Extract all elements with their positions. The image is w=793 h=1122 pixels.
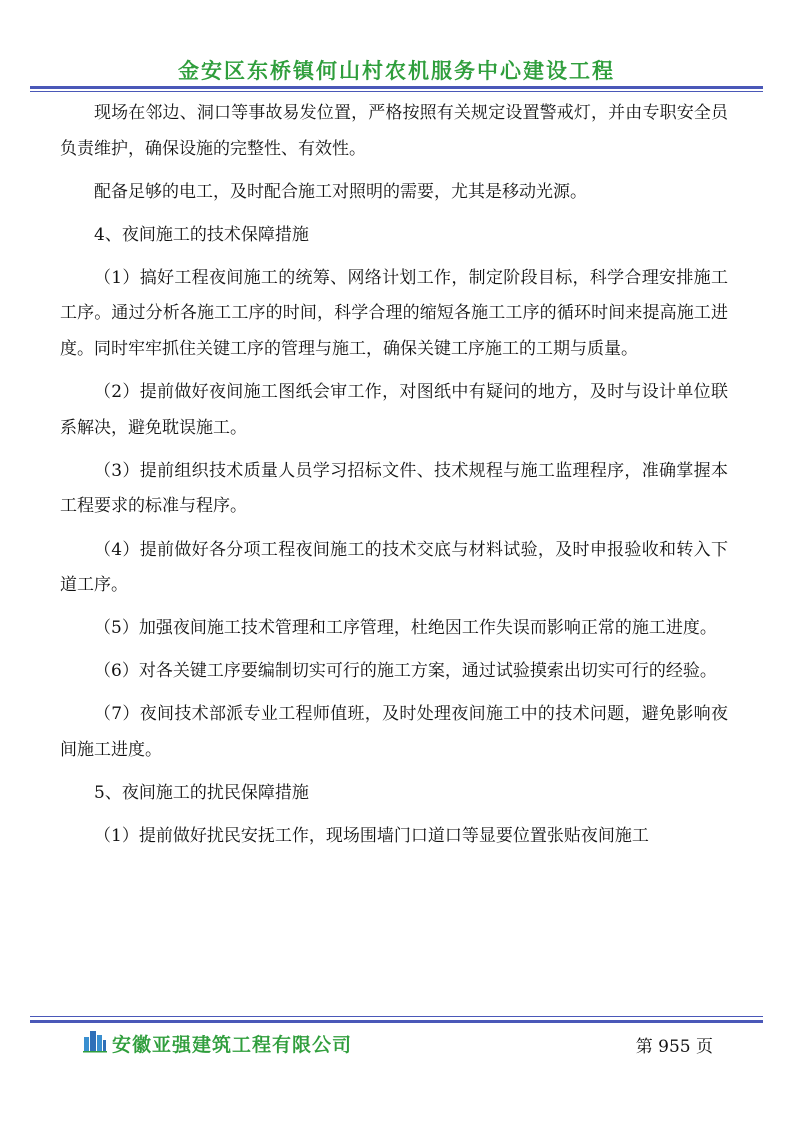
header-rule-thin: [30, 91, 763, 92]
paragraph: （1）搞好工程夜间施工的统筹、网络计划工作，制定阶段目标，科学合理安排施工工序。通过分析各施工工序的时间，科学合理的缩短各施工工序的循环时间来提高施工进度。同时牢牢抓住关键工序的管理与施工，确保关键工序施工的工期与质量。: [60, 267, 728, 360]
paragraph: 现场在邻边、洞口等事故易发位置，严格按照有关规定设置警戒灯，并由专职安全员负责维护，确保设施的完整性、有效性。: [60, 103, 728, 159]
header-title: 金安区东桥镇何山村农机服务中心建设工程: [178, 58, 615, 83]
paragraph: （2）提前做好夜间施工图纸会审工作，对图纸中有疑问的地方，及时与设计单位联系解决，避免耽误施工。: [60, 382, 728, 438]
section-heading: 4、夜间施工的技术保障措施: [94, 224, 309, 245]
body-text: [60, 96, 728, 862]
paragraph: （5）加强夜间施工技术管理和工序管理，杜绝因工作失误而影响正常的施工进度。: [94, 618, 717, 639]
footer-page-number: 第 955 页: [635, 1037, 713, 1057]
paragraph: （7）夜间技术部派专业工程师值班，及时处理夜间施工中的技术问题，避免影响夜间施工进度。: [60, 704, 728, 760]
footer-rule-thick: [30, 1020, 763, 1023]
paragraph: 配备足够的电工，及时配合施工对照明的需要，尤其是移动光源。: [94, 181, 587, 202]
footer-company-name: 安徽亚强建筑工程有限公司: [112, 1034, 353, 1056]
paragraph: （6）对各关键工序要编制切实可行的施工方案，通过试验摸索出切实可行的经验。: [94, 661, 717, 682]
building-logo-icon: [82, 1027, 108, 1053]
header-rule-thick: [30, 86, 763, 89]
footer-rule-thin: [30, 1016, 763, 1017]
paragraph: （3）提前组织技术质量人员学习招标文件、技术规程与施工监理程序，准确掌握本工程要求的标准与程序。: [60, 460, 728, 517]
section-heading: 5、夜间施工的扰民保障措施: [94, 783, 309, 804]
paragraph: （1）提前做好扰民安抚工作，现场围墙门口道口等显要位置张贴夜间施工: [94, 826, 649, 847]
paragraph: （4）提前做好各分项工程夜间施工的技术交底与材料试验，及时申报验收和转入下道工序。: [60, 539, 728, 596]
